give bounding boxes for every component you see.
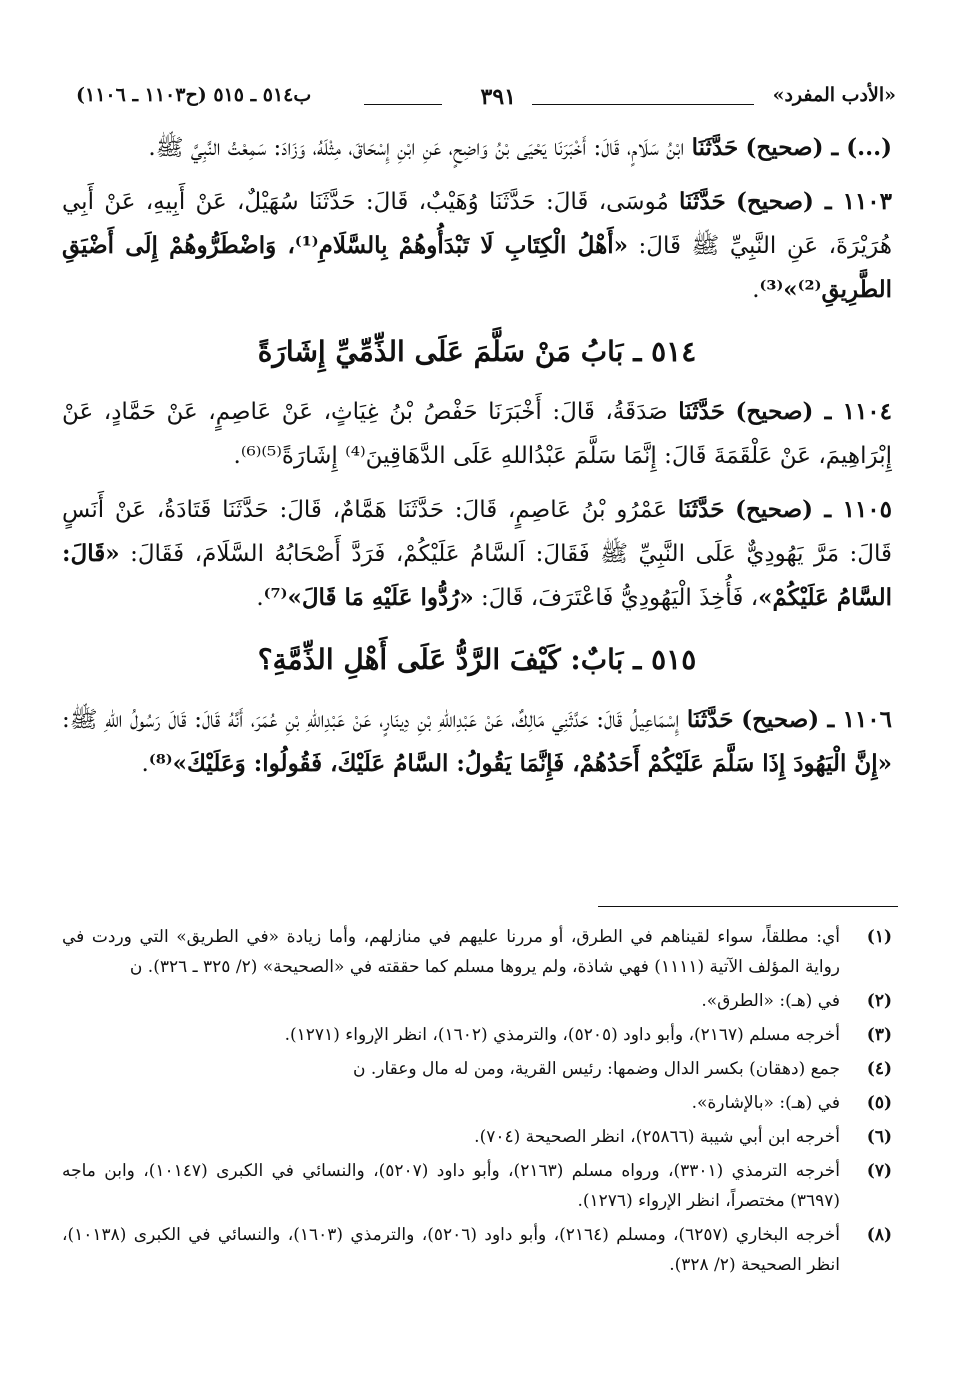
footnote-number: (٥) bbox=[866, 1093, 892, 1113]
footnote bbox=[62, 1054, 892, 1084]
footnote-text: في (هـ): «بالإشارة». bbox=[691, 1093, 840, 1113]
page-header bbox=[76, 84, 896, 118]
hadith-text-continued: ، فَأُخِذَ الْيَهُودِيُّ فَاعْتَرَفَ، قَالَ: bbox=[473, 585, 759, 611]
chapter-heading-514: ٥١٤ ـ بَابُ مَنْ سَلَّمَ عَلَى الذِّمِّيِّ إِشَارَةً bbox=[257, 335, 697, 368]
footnote-number: (٢) bbox=[866, 991, 892, 1011]
prophetic-saying: «أَهْلُ الْكِتَابِ لَا تَبْدَأُوهُمْ بِالسَّلَامِ⁽¹⁾، وَاضْطَرُّوهُمْ إِلَى أَضْيَقِ الطَّرِيقِ⁽²⁾»⁽³⁾ bbox=[62, 232, 892, 303]
footnote-text: أخرجه الترمذي (٣٣٠١)، ورواه مسلم (٢١٦٣)، وأبو داود (٥٢٠٧)، والنسائي في الكبرى (١٠١٤٧)، وابن ماجه (٣٦٩٧) مختصراً، انظر الإرواء (١٢٧٦). bbox=[62, 1161, 841, 1211]
prophetic-saying: «قَالَ: السَّامُ عَلَيْكُمْ» bbox=[62, 540, 892, 611]
hadith-grade: (...) ـ (صحيح) bbox=[745, 134, 892, 161]
footnote bbox=[62, 922, 892, 982]
footnote-text: في (هـ): «الطرق». bbox=[701, 991, 840, 1011]
footnote bbox=[62, 1156, 892, 1216]
footnote-text: أخرجه ابن أبي شيبة (٢٥٨٦٦)، انظر الصحيحة (٧٠٤). bbox=[474, 1127, 840, 1147]
prophetic-saying: «رُدُّوا عَلَيْهِ مَا قَالَ»⁽⁷⁾ bbox=[263, 584, 474, 611]
haddathana: حَدَّثَنَا bbox=[678, 398, 725, 425]
footnotes bbox=[62, 922, 892, 1284]
haddathana: حَدَّثَنَا bbox=[679, 188, 726, 215]
prophetic-saying: «إِنَّ الْيَهُودَ إِذَا سَلَّمَ عَلَيْكُمْ أَحَدُهُمْ، فَإِنَّمَا يَقُولُ: السَّامُ عَلَيْكَ، فَقُولُوا: وَعَلَيْكَ»⁽⁸⁾ bbox=[148, 750, 892, 777]
period: . bbox=[752, 277, 760, 303]
footnote-number: (٣) bbox=[866, 1025, 892, 1045]
header-divider bbox=[364, 104, 442, 105]
book-title: «الأدب المفرد» bbox=[772, 84, 896, 106]
haddathana: حَدَّثَنَا bbox=[686, 706, 734, 733]
main-text bbox=[62, 126, 892, 796]
footnote-text: أخرجه البخاري (٦٢٥٧)، ومسلم (٢١٦٤)، وأبو داود (٥٢٠٦)، والترمذي (١٦٠٣)، والنسائي في الكبرى (١٠١٣٨)، انظر الصحيحة (٢/ ٣٢٨). bbox=[62, 1225, 840, 1275]
footnote bbox=[62, 1220, 892, 1280]
footnote bbox=[62, 1088, 892, 1118]
footnote-number: (١) bbox=[866, 927, 892, 947]
footnote-number: (٦) bbox=[866, 1127, 892, 1147]
hadith-text: مُوسَى، قَالَ: حَدَّثَنَا وُهَيْبٌ، قَالَ: حَدَّثَنَا سُهَيْلٌ، عَنْ أَبِيهِ، عَنْ أَبِي هُرَيْرَةَ، عَنِ النَّبِيِّ ﷺ قَالَ: bbox=[62, 189, 892, 259]
haddathana: حَدَّثَنَا bbox=[691, 134, 739, 161]
hadith-text: صَدَقَةُ، قَالَ: أَخْبَرَنَا حَفْصُ بْنُ غِيَاثٍ، عَنْ عَاصِمٍ، عَنْ حَمَّادٍ، عَنْ إِبْرَاهِيمَ، عَنْ عَلْقَمَةَ قَالَ: إِنَّمَا سَلَّمَ عَبْدُاللهِ عَلَى الدَّهَاقِينَ⁽⁴⁾ إِشَارَةً⁽⁵⁾⁽⁶⁾. bbox=[62, 399, 892, 469]
footnote-text: أخرجه مسلم (٢١٦٧)، وأبو داود (٥٢٠٥)، والترمذي (١٦٠٢)، انظر الإرواء (١٢٧١). bbox=[284, 1025, 840, 1045]
footnote-text: أي: مطلقاً، سواء لقيناهم في الطرق، أو مررنا عليهم في منازلهم، وأما زيادة «في الطريق» التي وردت في رواية المؤلف الآتية (١١١١) فهي شاذة، ولم يروها مسلم كما حققته في «الصحيحة» (٢/ ٣٢٥ ـ ٣٢٦). ن bbox=[62, 927, 840, 977]
footnote bbox=[62, 1122, 892, 1152]
footnote-number: (٧) bbox=[866, 1161, 892, 1181]
period: . bbox=[141, 751, 149, 777]
hadith-paragraph bbox=[62, 390, 892, 478]
hadith-range: ب٥١٤ ـ ٥١٥ (ح١١٠٣ ـ ١١٠٦) bbox=[76, 84, 312, 106]
footnote bbox=[62, 986, 892, 1016]
hadith-paragraph bbox=[62, 698, 892, 786]
footnote bbox=[62, 1020, 892, 1050]
hadith-grade: ١١٠٦ ـ (صحيح) bbox=[741, 706, 892, 733]
hadith-grade: ١١٠٣ ـ (صحيح) bbox=[735, 188, 892, 215]
hadith-text: ابْنُ سَلَامٍ، قَالَ: أَخْبَرَنَا يَحْيَى بْنُ وَاضِحٍ، عَنِ ابْنِ إِسْحَاقَ، مِثْلَهُ، وَزَادَ: سَمِعْتُ النَّبِيَّ ﷺ. bbox=[148, 135, 692, 161]
footnote-number: (٨) bbox=[866, 1225, 892, 1245]
footnote-divider bbox=[598, 906, 898, 907]
chapter-heading-515: ٥١٥ ـ بَابٌ: كَيْفَ الرَّدُّ عَلَى أَهْلِ الذِّمَّةِ؟ bbox=[257, 643, 697, 676]
header-divider bbox=[532, 104, 754, 105]
haddathana: حَدَّثَنَا bbox=[677, 496, 725, 523]
hadith-paragraph bbox=[62, 488, 892, 620]
page-number: ٣٩١ bbox=[480, 84, 516, 110]
hadith-grade: ١١٠٥ ـ (صحيح) bbox=[735, 496, 892, 523]
hadith-text: عَمْرُو بْنُ عَاصِمٍ، قَالَ: حَدَّثَنَا هَمَّامٌ، قَالَ: حَدَّثَنَا قَتَادَةُ، عَنْ أَنَسٍ قَالَ: مَرَّ يَهُودِيٌّ عَلَى النَّبِيِّ ﷺ فَقَالَ: اَلسَّامُ عَلَيْكُمْ، فَرَدَّ أَصْحَابُهُ السَّلَامَ، فَقَالَ: bbox=[62, 497, 892, 567]
period: . bbox=[256, 585, 264, 611]
footnote-text: جمع (دهقان) بكسر الدال وضمها: رئيس القرية، ومن له مال وعقار. ن bbox=[352, 1059, 840, 1079]
hadith-text: إِسْمَاعِيلُ قَالَ: حَدَّثَنِي مَالِكٌ، عَنْ عَبْدِاللهِ بْنِ دِينَارٍ، عَنْ عَبْدِاللهِ بْنِ عُمَرَ، أَنَّهُ قَالَ: قَالَ رَسُولُ اللهِ ﷺ: bbox=[62, 707, 687, 733]
hadith-paragraph bbox=[62, 180, 892, 312]
hadith-paragraph bbox=[62, 126, 892, 170]
hadith-grade: ١١٠٤ ـ (صحيح) bbox=[735, 398, 893, 425]
footnote-number: (٤) bbox=[866, 1059, 892, 1079]
